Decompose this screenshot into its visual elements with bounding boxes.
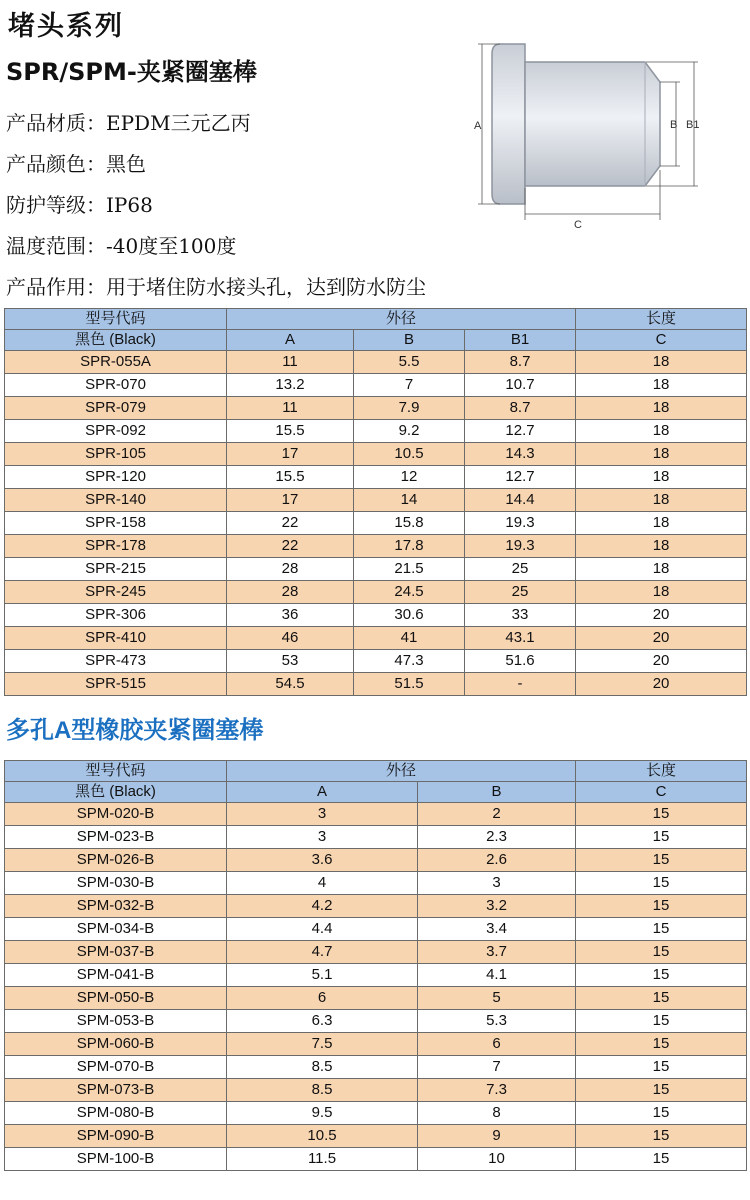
cell-model: SPR-079 (5, 397, 227, 420)
cell-a: 3.6 (227, 849, 418, 872)
header-color: 黑色 (Black) (5, 330, 227, 351)
dimension-b-label: B (670, 119, 678, 131)
spec-color (6, 149, 426, 190)
header-length: 长度 (576, 309, 747, 330)
cell-model: SPM-023-B (5, 826, 227, 849)
cell-b: 8 (418, 1102, 576, 1125)
cell-c: 15 (576, 1102, 747, 1125)
cell-b: 5.5 (354, 351, 465, 374)
cell-model: SPR-306 (5, 604, 227, 627)
table-row (5, 872, 747, 895)
cell-c: 18 (576, 374, 747, 397)
cell-b1: 25 (465, 558, 576, 581)
cell-a: 22 (227, 512, 354, 535)
cell-a: 15.5 (227, 420, 354, 443)
table-row (5, 581, 747, 604)
header-b: B (418, 782, 576, 803)
cell-a: 10.5 (227, 1125, 418, 1148)
cell-b: 10 (418, 1148, 576, 1171)
spec-label: 产品颜色： (6, 152, 106, 176)
spr-spec-table (4, 308, 747, 696)
cell-a: 11 (227, 397, 354, 420)
cell-b: 5.3 (418, 1010, 576, 1033)
table-row (5, 941, 747, 964)
cell-a: 4.2 (227, 895, 418, 918)
spec-value: IP68 (106, 193, 153, 217)
cell-b: 7 (418, 1056, 576, 1079)
cell-a: 8.5 (227, 1079, 418, 1102)
table-row (5, 489, 747, 512)
cell-c: 18 (576, 535, 747, 558)
section2-title: 多孔A型橡胶夹紧圈塞棒 (6, 717, 264, 744)
cell-c: 15 (576, 941, 747, 964)
cell-a: 6.3 (227, 1010, 418, 1033)
table-row (5, 1079, 747, 1102)
header-c: C (576, 330, 747, 351)
table-row (5, 987, 747, 1010)
header-a: A (227, 330, 354, 351)
cell-a: 36 (227, 604, 354, 627)
cell-c: 20 (576, 604, 747, 627)
cell-model: SPM-060-B (5, 1033, 227, 1056)
cell-a: 4 (227, 872, 418, 895)
product-title: SPR/SPM-夹紧圈塞棒 (6, 58, 257, 86)
cell-a: 15.5 (227, 466, 354, 489)
spec-label: 温度范围： (6, 234, 106, 258)
spec-label: 防护等级： (6, 193, 106, 217)
cell-b: 7 (354, 374, 465, 397)
spec-value: -40度至100度 (106, 234, 237, 258)
cell-b1: 33 (465, 604, 576, 627)
cell-c: 18 (576, 351, 747, 374)
cell-a: 54.5 (227, 673, 354, 696)
cell-b: 3 (418, 872, 576, 895)
cell-b: 17.8 (354, 535, 465, 558)
cell-model: SPR-092 (5, 420, 227, 443)
cell-a: 11.5 (227, 1148, 418, 1171)
cell-b1: 51.6 (465, 650, 576, 673)
cell-c: 18 (576, 512, 747, 535)
series-title: 堵头系列 (8, 11, 124, 42)
cell-c: 20 (576, 627, 747, 650)
cell-c: 15 (576, 1148, 747, 1171)
cell-b1: 8.7 (465, 397, 576, 420)
cell-a: 5.1 (227, 964, 418, 987)
cell-c: 15 (576, 1125, 747, 1148)
cell-model: SPM-100-B (5, 1148, 227, 1171)
cell-b: 21.5 (354, 558, 465, 581)
cell-c: 18 (576, 443, 747, 466)
table-row (5, 1056, 747, 1079)
cell-b: 24.5 (354, 581, 465, 604)
table-row (5, 803, 747, 826)
cell-model: SPR-410 (5, 627, 227, 650)
cell-b1: 8.7 (465, 351, 576, 374)
cell-model: SPM-053-B (5, 1010, 227, 1033)
cell-model: SPM-070-B (5, 1056, 227, 1079)
cell-b1: 14.4 (465, 489, 576, 512)
cell-c: 15 (576, 918, 747, 941)
header-b: B (354, 330, 465, 351)
cell-model: SPM-020-B (5, 803, 227, 826)
table-row (5, 826, 747, 849)
cell-b: 9.2 (354, 420, 465, 443)
cell-a: 28 (227, 581, 354, 604)
plug-dimension-diagram (470, 30, 740, 240)
cell-b1: 43.1 (465, 627, 576, 650)
cell-b: 9 (418, 1125, 576, 1148)
cell-b: 4.1 (418, 964, 576, 987)
cell-b: 7.3 (418, 1079, 576, 1102)
cell-c: 18 (576, 558, 747, 581)
cell-a: 6 (227, 987, 418, 1010)
cell-c: 15 (576, 987, 747, 1010)
table-row (5, 918, 747, 941)
cell-model: SPM-030-B (5, 872, 227, 895)
table-row (5, 351, 747, 374)
cell-b: 41 (354, 627, 465, 650)
cell-model: SPM-026-B (5, 849, 227, 872)
cell-a: 4.4 (227, 918, 418, 941)
cell-c: 15 (576, 826, 747, 849)
cell-a: 11 (227, 351, 354, 374)
cell-model: SPM-050-B (5, 987, 227, 1010)
table-row (5, 1148, 747, 1171)
table-row (5, 535, 747, 558)
header-c: C (576, 782, 747, 803)
table-row (5, 1125, 747, 1148)
header-length: 长度 (576, 761, 747, 782)
cell-model: SPM-041-B (5, 964, 227, 987)
cell-b: 51.5 (354, 673, 465, 696)
cell-c: 15 (576, 1056, 747, 1079)
header-model: 型号代码 (5, 309, 227, 330)
cell-model: SPR-178 (5, 535, 227, 558)
table-row (5, 849, 747, 872)
cell-c: 15 (576, 964, 747, 987)
cell-c: 20 (576, 650, 747, 673)
spec-value: EPDM三元乙丙 (106, 111, 251, 135)
cell-b1: 19.3 (465, 535, 576, 558)
cell-b: 6 (418, 1033, 576, 1056)
cell-a: 8.5 (227, 1056, 418, 1079)
table-row (5, 512, 747, 535)
cell-b1: - (465, 673, 576, 696)
cell-model: SPM-032-B (5, 895, 227, 918)
header-model: 型号代码 (5, 761, 227, 782)
cell-b: 15.8 (354, 512, 465, 535)
table-row (5, 466, 747, 489)
cell-model: SPR-515 (5, 673, 227, 696)
table-row (5, 604, 747, 627)
cell-model: SPR-105 (5, 443, 227, 466)
table-row (5, 650, 747, 673)
table-row (5, 673, 747, 696)
cell-b: 7.9 (354, 397, 465, 420)
cell-b: 2.6 (418, 849, 576, 872)
dimension-c-label: C (574, 219, 582, 231)
dimension-a-label: A (474, 120, 482, 132)
cell-model: SPR-473 (5, 650, 227, 673)
dimension-b1-label: B1 (686, 119, 700, 131)
cell-model: SPR-245 (5, 581, 227, 604)
cell-b: 2.3 (418, 826, 576, 849)
spm-spec-table (4, 760, 747, 1171)
cell-c: 20 (576, 673, 747, 696)
spec-label: 产品作用： (6, 275, 106, 299)
spec-function (6, 272, 426, 313)
cell-b1: 10.7 (465, 374, 576, 397)
cell-a: 3 (227, 803, 418, 826)
cell-a: 17 (227, 443, 354, 466)
cell-a: 22 (227, 535, 354, 558)
cell-model: SPR-055A (5, 351, 227, 374)
cell-model: SPR-158 (5, 512, 227, 535)
cell-a: 53 (227, 650, 354, 673)
spec-list (6, 108, 426, 313)
header-a: A (227, 782, 418, 803)
cell-a: 3 (227, 826, 418, 849)
cell-model: SPR-215 (5, 558, 227, 581)
cell-b1: 19.3 (465, 512, 576, 535)
cell-c: 18 (576, 397, 747, 420)
spec-protection (6, 190, 426, 231)
cell-b: 47.3 (354, 650, 465, 673)
cell-b: 30.6 (354, 604, 465, 627)
cell-model: SPM-037-B (5, 941, 227, 964)
cell-a: 13.2 (227, 374, 354, 397)
cell-model: SPM-073-B (5, 1079, 227, 1102)
spec-value: 黑色 (106, 152, 146, 176)
cell-model: SPM-090-B (5, 1125, 227, 1148)
cell-b: 2 (418, 803, 576, 826)
cell-c: 15 (576, 1033, 747, 1056)
table-row (5, 1033, 747, 1056)
header-diameter: 外径 (227, 309, 576, 330)
spec-label: 产品材质： (6, 111, 106, 135)
cell-b: 3.4 (418, 918, 576, 941)
cell-b1: 14.3 (465, 443, 576, 466)
cell-b: 3.2 (418, 895, 576, 918)
cell-c: 15 (576, 849, 747, 872)
cell-c: 18 (576, 466, 747, 489)
cell-a: 28 (227, 558, 354, 581)
header-b1: B1 (465, 330, 576, 351)
header-color: 黑色 (Black) (5, 782, 227, 803)
table-row (5, 397, 747, 420)
cell-a: 4.7 (227, 941, 418, 964)
table-row (5, 374, 747, 397)
plug-flange (492, 44, 525, 204)
cell-model: SPR-120 (5, 466, 227, 489)
cell-c: 18 (576, 581, 747, 604)
table-row (5, 1010, 747, 1033)
cell-c: 15 (576, 895, 747, 918)
cell-b1: 25 (465, 581, 576, 604)
cell-b: 12 (354, 466, 465, 489)
cell-c: 15 (576, 1010, 747, 1033)
cell-c: 18 (576, 420, 747, 443)
table-row (5, 895, 747, 918)
spec-material (6, 108, 426, 149)
header-diameter: 外径 (227, 761, 576, 782)
cell-model: SPR-070 (5, 374, 227, 397)
cell-b1: 12.7 (465, 466, 576, 489)
table-row (5, 443, 747, 466)
spec-value: 用于堵住防水接头孔，达到防水防尘 (106, 275, 426, 299)
plug-body (525, 62, 660, 186)
cell-b: 14 (354, 489, 465, 512)
cell-b: 10.5 (354, 443, 465, 466)
cell-c: 15 (576, 1079, 747, 1102)
cell-a: 9.5 (227, 1102, 418, 1125)
cell-b: 3.7 (418, 941, 576, 964)
cell-b: 5 (418, 987, 576, 1010)
cell-c: 15 (576, 872, 747, 895)
cell-model: SPR-140 (5, 489, 227, 512)
cell-a: 46 (227, 627, 354, 650)
cell-model: SPM-034-B (5, 918, 227, 941)
cell-b1: 12.7 (465, 420, 576, 443)
cell-c: 15 (576, 803, 747, 826)
table-row (5, 964, 747, 987)
table-row (5, 1102, 747, 1125)
table-row (5, 420, 747, 443)
spec-temperature (6, 231, 426, 272)
table-row (5, 627, 747, 650)
table-row (5, 558, 747, 581)
cell-c: 18 (576, 489, 747, 512)
cell-model: SPM-080-B (5, 1102, 227, 1125)
cell-a: 17 (227, 489, 354, 512)
cell-a: 7.5 (227, 1033, 418, 1056)
